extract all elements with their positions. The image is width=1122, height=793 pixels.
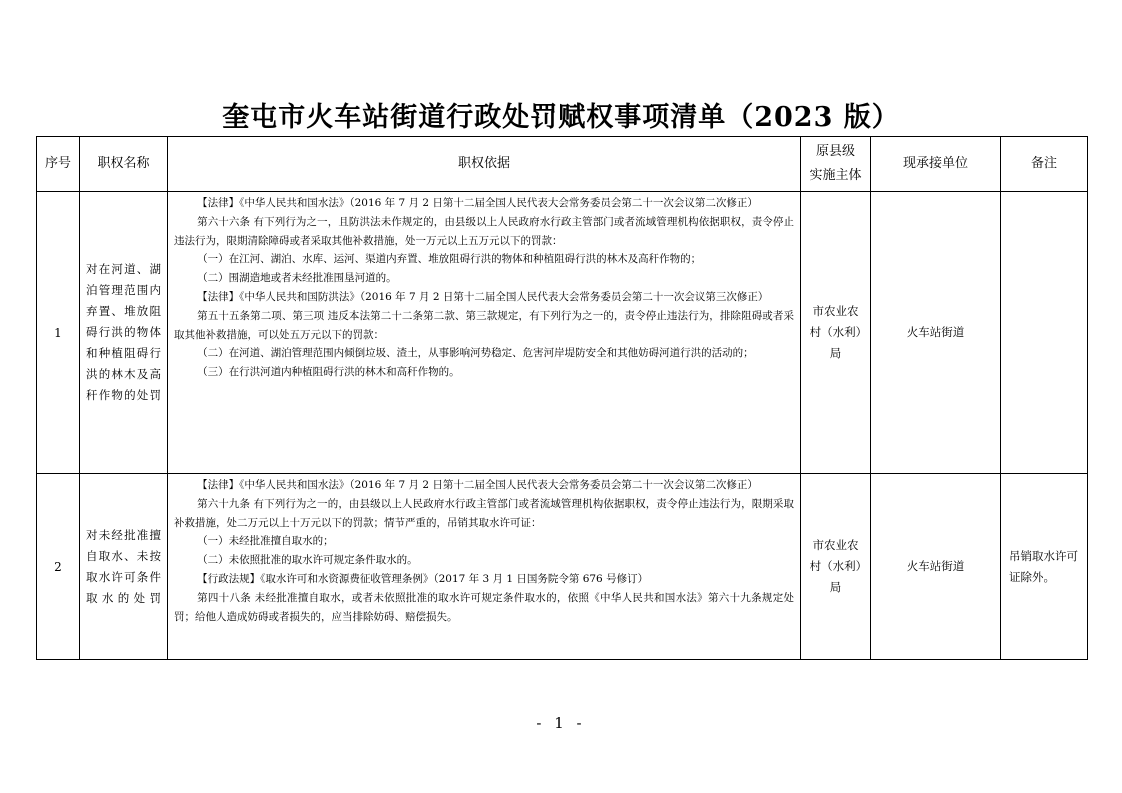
- basis-paragraph: 第六十六条 有下列行为之一，且防洪法未作规定的，由县级以上人民政府水行政主管部门或者流域管理机构依据职权，责令停止违法行为，限期清除障碍或者采取其他补救措施，处一万元以上五万元以下的罚款：: [174, 215, 794, 247]
- basis-paragraph: 第四十八条 未经批准擅自取水，或者未依照批准的取水许可规定条件取水的，依照《中华人民共和国水法》第六十九条规定处罚；给他人造成妨碍或者损失的，应当排除妨碍、赔偿损失。: [174, 591, 794, 623]
- header-seq: 序号: [37, 137, 80, 192]
- basis-paragraph: （一）在江河、湖泊、水库、运河、渠道内弃置、堆放阻碍行洪的物体和种植阻碍行洪的林木及高秆作物的；: [197, 253, 702, 266]
- basis-paragraph: 【法律】《中华人民共和国水法》（2016 年 7 月 2 日第十二届全国人民代表大会常务委员会第二十一次会议第二次修正）: [197, 197, 758, 209]
- table-row: [37, 474, 1088, 660]
- header-name: 职权名称: [80, 137, 168, 192]
- header-orig-line2: 实施主体: [809, 168, 862, 183]
- authority-table: [36, 136, 1088, 660]
- basis-paragraph: 第五十五条第二项、第三项 违反本法第二十二条第二款、第三款规定，有下列行为之一的，责令停止违法行为，排除阻碍或者采取其他补救措施，可以处五万元以下的罚款：: [174, 309, 794, 341]
- basis-paragraph: 【法律】《中华人民共和国水法》（2016 年 7 月 2 日第十二届全国人民代表大会常务委员会第二十一次会议第二次修正）: [197, 479, 758, 491]
- table-header-row: [37, 137, 1088, 192]
- row-orig: 市农业农村（水利）局: [801, 192, 871, 474]
- page-title: 奎屯市火车站街道行政处罚赋权事项清单（2023 版）: [222, 102, 900, 133]
- basis-paragraph: 【法律】《中华人民共和国防洪法》（2016 年 7 月 2 日第十二届全国人民代表大会常务委员会第二十一次会议第三次修正）: [197, 290, 769, 303]
- row-basis: [168, 192, 801, 474]
- row-unit: 火车站街道: [871, 474, 1001, 660]
- page-number: - 1 -: [536, 714, 586, 732]
- header-basis: 职权依据: [168, 137, 801, 192]
- row-seq: 1: [37, 192, 80, 474]
- row-seq: 2: [37, 474, 80, 660]
- basis-paragraph: （二）未依照批准的取水许可规定条件取水的。: [197, 554, 418, 567]
- header-orig: [801, 137, 871, 192]
- basis-paragraph: 第六十九条 有下列行为之一的，由县级以上人民政府水行政主管部门或者流域管理机构依据职权，责令停止违法行为，限期采取补救措施，处二万元以上十万元以下的罚款；情节严重的，吊销其取水许可证：: [174, 497, 794, 529]
- row-name: 对未经批准擅自取水、未按取水许可条件取水的处罚: [80, 474, 168, 660]
- basis-paragraph: 【行政法规】《取水许可和水资源费征收管理条例》（2017 年 3 月 1 日国务院令第 676 号修订）: [197, 572, 649, 585]
- row-unit: 火车站街道: [871, 192, 1001, 474]
- basis-paragraph: （二）围湖造地或者未经批准围垦河道的。: [197, 272, 397, 285]
- basis-paragraph: （三）在行洪河道内种植阻碍行洪的林木和高秆作物的。: [197, 366, 460, 379]
- row-name: 对在河道、湖泊管理范围内弃置、堆放阻碍行洪的物体和种植阻碍行洪的林木及高秆作物的处罚: [80, 192, 168, 474]
- header-unit: 现承接单位: [871, 137, 1001, 192]
- row-orig: 市农业农村（水利）局: [801, 474, 871, 660]
- row-basis: [168, 474, 801, 660]
- row-note: 吊销取水许可证除外。: [1001, 474, 1088, 660]
- header-note: 备注: [1001, 137, 1088, 192]
- basis-paragraph: （一）未经批准擅自取水的；: [197, 535, 334, 548]
- row-note: [1001, 192, 1088, 474]
- table-row: [37, 192, 1088, 474]
- basis-paragraph: （二）在河道、湖泊管理范围内倾倒垃圾、渣土，从事影响河势稳定、危害河岸堤防安全和其他妨碍河道行洪的活动的；: [197, 347, 754, 360]
- header-orig-line1: 原县级: [815, 144, 855, 159]
